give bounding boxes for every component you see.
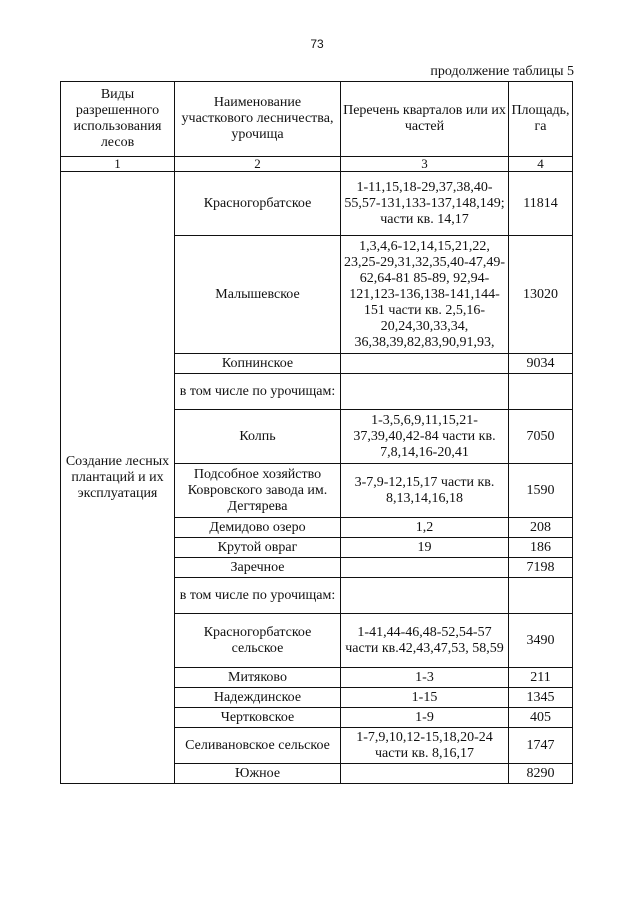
quarters-list: 1-9 [341,708,509,728]
area-value: 7198 [509,558,573,578]
column-number: 3 [341,157,509,172]
column-number-row [61,157,573,172]
area-value: 186 [509,538,573,558]
forestry-subheading: в том числе по урочищам: [175,578,341,614]
forest-use-table [60,81,573,784]
quarters-list [341,374,509,410]
forestry-name: Надеждинское [175,688,341,708]
area-value: 405 [509,708,573,728]
table-row [61,172,573,236]
quarters-list: 1,3,4,6-12,14,15,21,22, 23,25-29,31,32,35,40-47,49-62,64-81 85-89, 92,94-121,123-136,138-141,144-151 части кв. 2,5,16-20,24,30,33,34, 36,38,39,82,83,90,91,93, [341,236,509,354]
forestry-name: Селивановское сельское [175,728,341,764]
quarters-list: 1-3 [341,668,509,688]
page-number: 73 [310,37,324,51]
quarters-list: 3-7,9-12,15,17 части кв. 8,13,14,16,18 [341,464,509,518]
forestry-name: Чертковское [175,708,341,728]
forestry-name: Южное [175,764,341,784]
forestry-name: Колпь [175,410,341,464]
forestry-name: Крутой овраг [175,538,341,558]
header-area: Площадь, га [509,82,573,157]
quarters-list: 1-7,9,10,12-15,18,20-24 части кв. 8,16,17 [341,728,509,764]
area-value: 8290 [509,764,573,784]
quarters-list [341,354,509,374]
forestry-name: Демидово озеро [175,518,341,538]
column-number: 2 [175,157,341,172]
quarters-list: 1-41,44-46,48-52,54-57 части кв.42,43,47,53, 58,59 [341,614,509,668]
forestry-name: Митяково [175,668,341,688]
table-header-row [61,82,573,157]
header-use-type: Виды разрешенного использования лесов [61,82,175,157]
forestry-name: Красногорбатское [175,172,341,236]
area-value: 9034 [509,354,573,374]
quarters-list [341,558,509,578]
forestry-subheading: в том числе по урочищам: [175,374,341,410]
quarters-list: 1,2 [341,518,509,538]
area-value: 208 [509,518,573,538]
area-value: 13020 [509,236,573,354]
quarters-list [341,578,509,614]
table-continuation-label: продолжение таблицы 5 [430,64,574,79]
forestry-name: Подсобное хозяйство Ковровского завода им. Дегтярева [175,464,341,518]
area-value: 1747 [509,728,573,764]
header-quarters: Перечень кварталов или их частей [341,82,509,157]
column-number: 1 [61,157,175,172]
area-value: 1590 [509,464,573,518]
quarters-list: 19 [341,538,509,558]
forestry-name: Заречное [175,558,341,578]
area-value: 7050 [509,410,573,464]
forestry-name: Красногорбатское сельское [175,614,341,668]
quarters-list: 1-11,15,18-29,37,38,40-55,57-131,133-137,148,149; части кв. 14,17 [341,172,509,236]
quarters-list: 1-15 [341,688,509,708]
use-type-cell: Создание лесных плантаций и их эксплуатация [61,172,175,784]
header-forestry-name: Наименование участкового лесничества, урочища [175,82,341,157]
forestry-name: Копнинское [175,354,341,374]
column-number: 4 [509,157,573,172]
area-value: 211 [509,668,573,688]
area-value: 1345 [509,688,573,708]
forestry-name: Малышевское [175,236,341,354]
area-value [509,374,573,410]
area-value: 3490 [509,614,573,668]
quarters-list [341,764,509,784]
area-value: 11814 [509,172,573,236]
quarters-list: 1-3,5,6,9,11,15,21-37,39,40,42-84 части кв. 7,8,14,16-20,41 [341,410,509,464]
area-value [509,578,573,614]
